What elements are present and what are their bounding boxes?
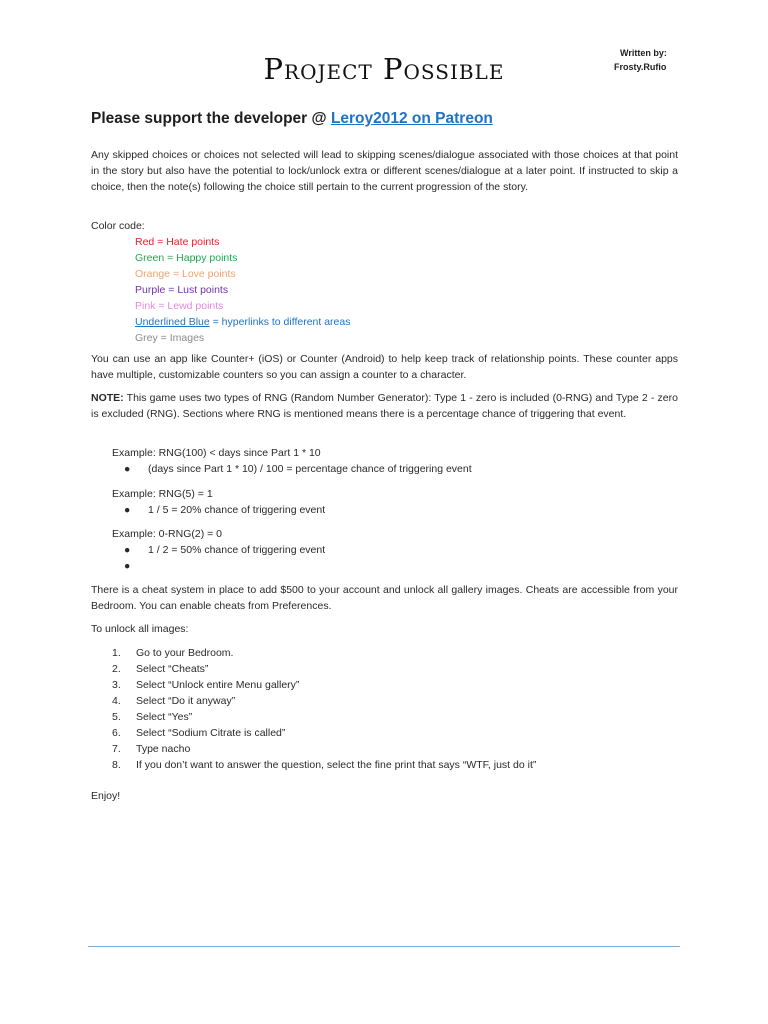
step-text: Type nacho [136,743,191,755]
example-2-bullet-1: 1 / 5 = 20% chance of triggering event [148,504,326,516]
step-text: Select “Sodium Citrate is called” [136,727,286,739]
list-item [112,645,536,661]
example-3-bullet-1: 1 / 2 = 50% chance of triggering event [148,544,326,556]
color-code-list [91,234,350,346]
example-2-title: Example: RNG(5) = 1 [112,488,213,500]
list-item [112,661,536,677]
page-title: Project Possible [263,52,505,86]
example-2 [112,486,325,518]
bullet-icon: ● [124,463,131,475]
list-item [112,461,472,477]
step-number: 3. [112,679,121,691]
list-item [112,542,325,558]
step-text: Go to your Bedroom. [136,647,234,659]
step-number: 6. [112,727,121,739]
step-number: 1. [112,647,121,659]
list-item [112,725,536,741]
note-paragraph [91,390,678,422]
bullet-icon: ● [124,560,131,572]
color-code-orange: Orange = Love points [135,268,236,280]
author-credit [614,46,667,74]
footer-divider [88,946,680,947]
example-3 [112,526,326,572]
step-number: 2. [112,663,121,675]
support-prefix: Please support the developer @ [91,110,331,127]
patreon-link[interactable]: Leroy2012 on Patreon [330,110,493,127]
color-code-red: Red = Hate points [135,236,220,248]
step-text: Select “Unlock entire Menu gallery” [136,679,300,691]
example-1-bullet-1: (days since Part 1 * 10) / 100 = percentage chance of triggering event [148,463,472,475]
author-name: Frosty.Rufio [614,62,667,72]
unlock-heading: To unlock all images: [91,623,189,635]
list-item [112,677,536,693]
step-text: If you don’t want to answer the question, select the fine print that says “WTF, just do it” [136,759,537,771]
example-1-title: Example: RNG(100) < days since Part 1 * 10 [112,447,321,459]
step-text: Select “Yes” [136,711,193,723]
color-code-purple: Purple = Lust points [135,284,229,296]
step-number: 5. [112,711,121,723]
closing-text: Enjoy! [91,790,121,802]
color-code-green: Green = Happy points [135,252,238,264]
list-item [112,757,536,773]
cheat-paragraph: There is a cheat system in place to add $500 to your account and unlock all gallery images. Cheats are accessible from your Bedroom. You can enable cheats from Preferences. [91,584,678,612]
list-item [112,741,536,757]
color-code-blue-rest: = hyperlinks to different areas [209,316,351,328]
note-label: NOTE: [91,392,124,404]
support-heading [91,108,493,130]
step-text: Select “Do it anyway” [136,695,236,707]
color-code-blue-label: Underlined Blue [135,316,210,328]
bullet-icon: ● [124,544,131,556]
color-code-heading: Color code: [91,220,145,232]
step-text: Select “Cheats” [136,663,209,675]
unlock-steps-list [112,645,536,773]
example-3-title: Example: 0-RNG(2) = 0 [112,528,222,540]
step-number: 7. [112,743,121,755]
example-1 [112,445,472,477]
step-number: 4. [112,695,121,707]
color-code-section [91,218,350,346]
list-item [112,709,536,725]
note-text: This game uses two types of RNG (Random Number Generator): Type 1 - zero is included (0-RNG) and Type 2 - zero is excluded (RNG). Sections where RNG is mentioned means there is a percentage chance of triggering that event. [91,392,678,420]
color-code-pink: Pink = Lewd points [135,300,224,312]
intro-paragraph: Any skipped choices or choices not selected will lead to skipping scenes/dialogue associated with those choices at that point in the story but also have the potential to lock/unlock extra or different scenes/dialogue at a later point. If instructed to skip a choice, then the note(s) following the choice still pertain to the current progression of the story. [91,149,678,193]
list-item [112,693,536,709]
written-by-label: Written by: [620,48,667,58]
bullet-icon: ● [124,504,131,516]
counter-paragraph: You can use an app like Counter+ (iOS) or Counter (Android) to help keep track of relationship points. These counter apps have multiple, customizable counters so you can assign a counter to a character. [91,353,678,381]
list-item [112,502,325,518]
step-number: 8. [112,759,121,771]
color-code-blue [135,314,350,330]
color-code-grey: Grey = Images [135,332,205,344]
